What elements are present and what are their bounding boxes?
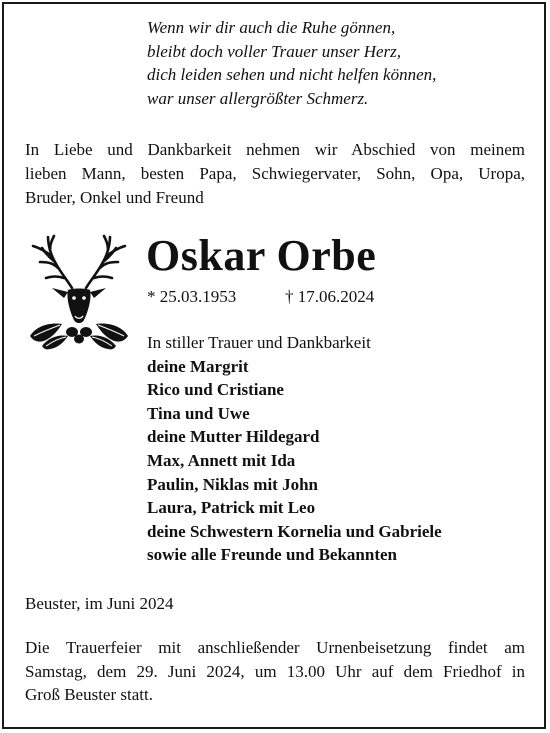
intro-text	[25, 138, 525, 210]
birth-date: * 25.03.1953	[147, 287, 237, 306]
mourner-entry: Tina und Uwe	[147, 403, 250, 423]
ceremony-line: Samstag, dem 29. Juni 2024, um 13.00 Uhr auf dem Friedhof in	[25, 661, 525, 681]
poem-line: dich leiden sehen und nicht helfen können,	[147, 65, 437, 84]
deceased-name: Oskar Orbe	[146, 231, 377, 280]
poem-line: war unser allergrößter Schmerz.	[147, 88, 369, 108]
ceremony-line: Groß Beuster statt.	[25, 685, 153, 704]
intro-line: In Liebe und Dankbarkeit nehmen wir Abschied von meinem	[25, 140, 525, 159]
mourner-entry: Max, Annett mit Ida	[147, 450, 296, 470]
poem-line: Wenn wir dir auch die Ruhe gönnen,	[147, 18, 396, 37]
place-date: Beuster, im Juni 2024	[25, 594, 174, 613]
mourners-heading: In stiller Trauer und Dankbarkeit	[147, 333, 371, 352]
intro-line: lieben Mann, besten Papa, Schwiegervater, Sohn, Opa, Uropa,	[25, 164, 525, 183]
ceremony-line: Die Trauerfeier mit anschließender Urnenbeisetzung findet am	[25, 638, 525, 657]
mourner-entry: Rico und Cristiane	[147, 380, 284, 400]
poem-line: bleibt doch voller Trauer unser Herz,	[147, 41, 402, 61]
stag-with-oak-leaves-icon	[28, 232, 130, 350]
mourner-entry: deine Mutter Hildegard	[147, 427, 320, 447]
life-dates	[147, 286, 375, 308]
mourner-entry: Laura, Patrick mit Leo	[147, 498, 316, 518]
mourner-entry: deine Schwestern Kornelia und Gabriele	[147, 521, 442, 541]
death-date: † 17.06.2024	[285, 287, 375, 306]
mourners-list	[147, 331, 442, 567]
ceremony-info	[25, 636, 525, 707]
mourner-entry: sowie alle Freunde und Bekannten	[147, 545, 398, 565]
mourner-entry: deine Margrit	[147, 356, 249, 376]
poem	[147, 16, 436, 110]
mourner-entry: Paulin, Niklas mit John	[147, 474, 318, 494]
intro-line: Bruder, Onkel und Freund	[25, 188, 204, 207]
